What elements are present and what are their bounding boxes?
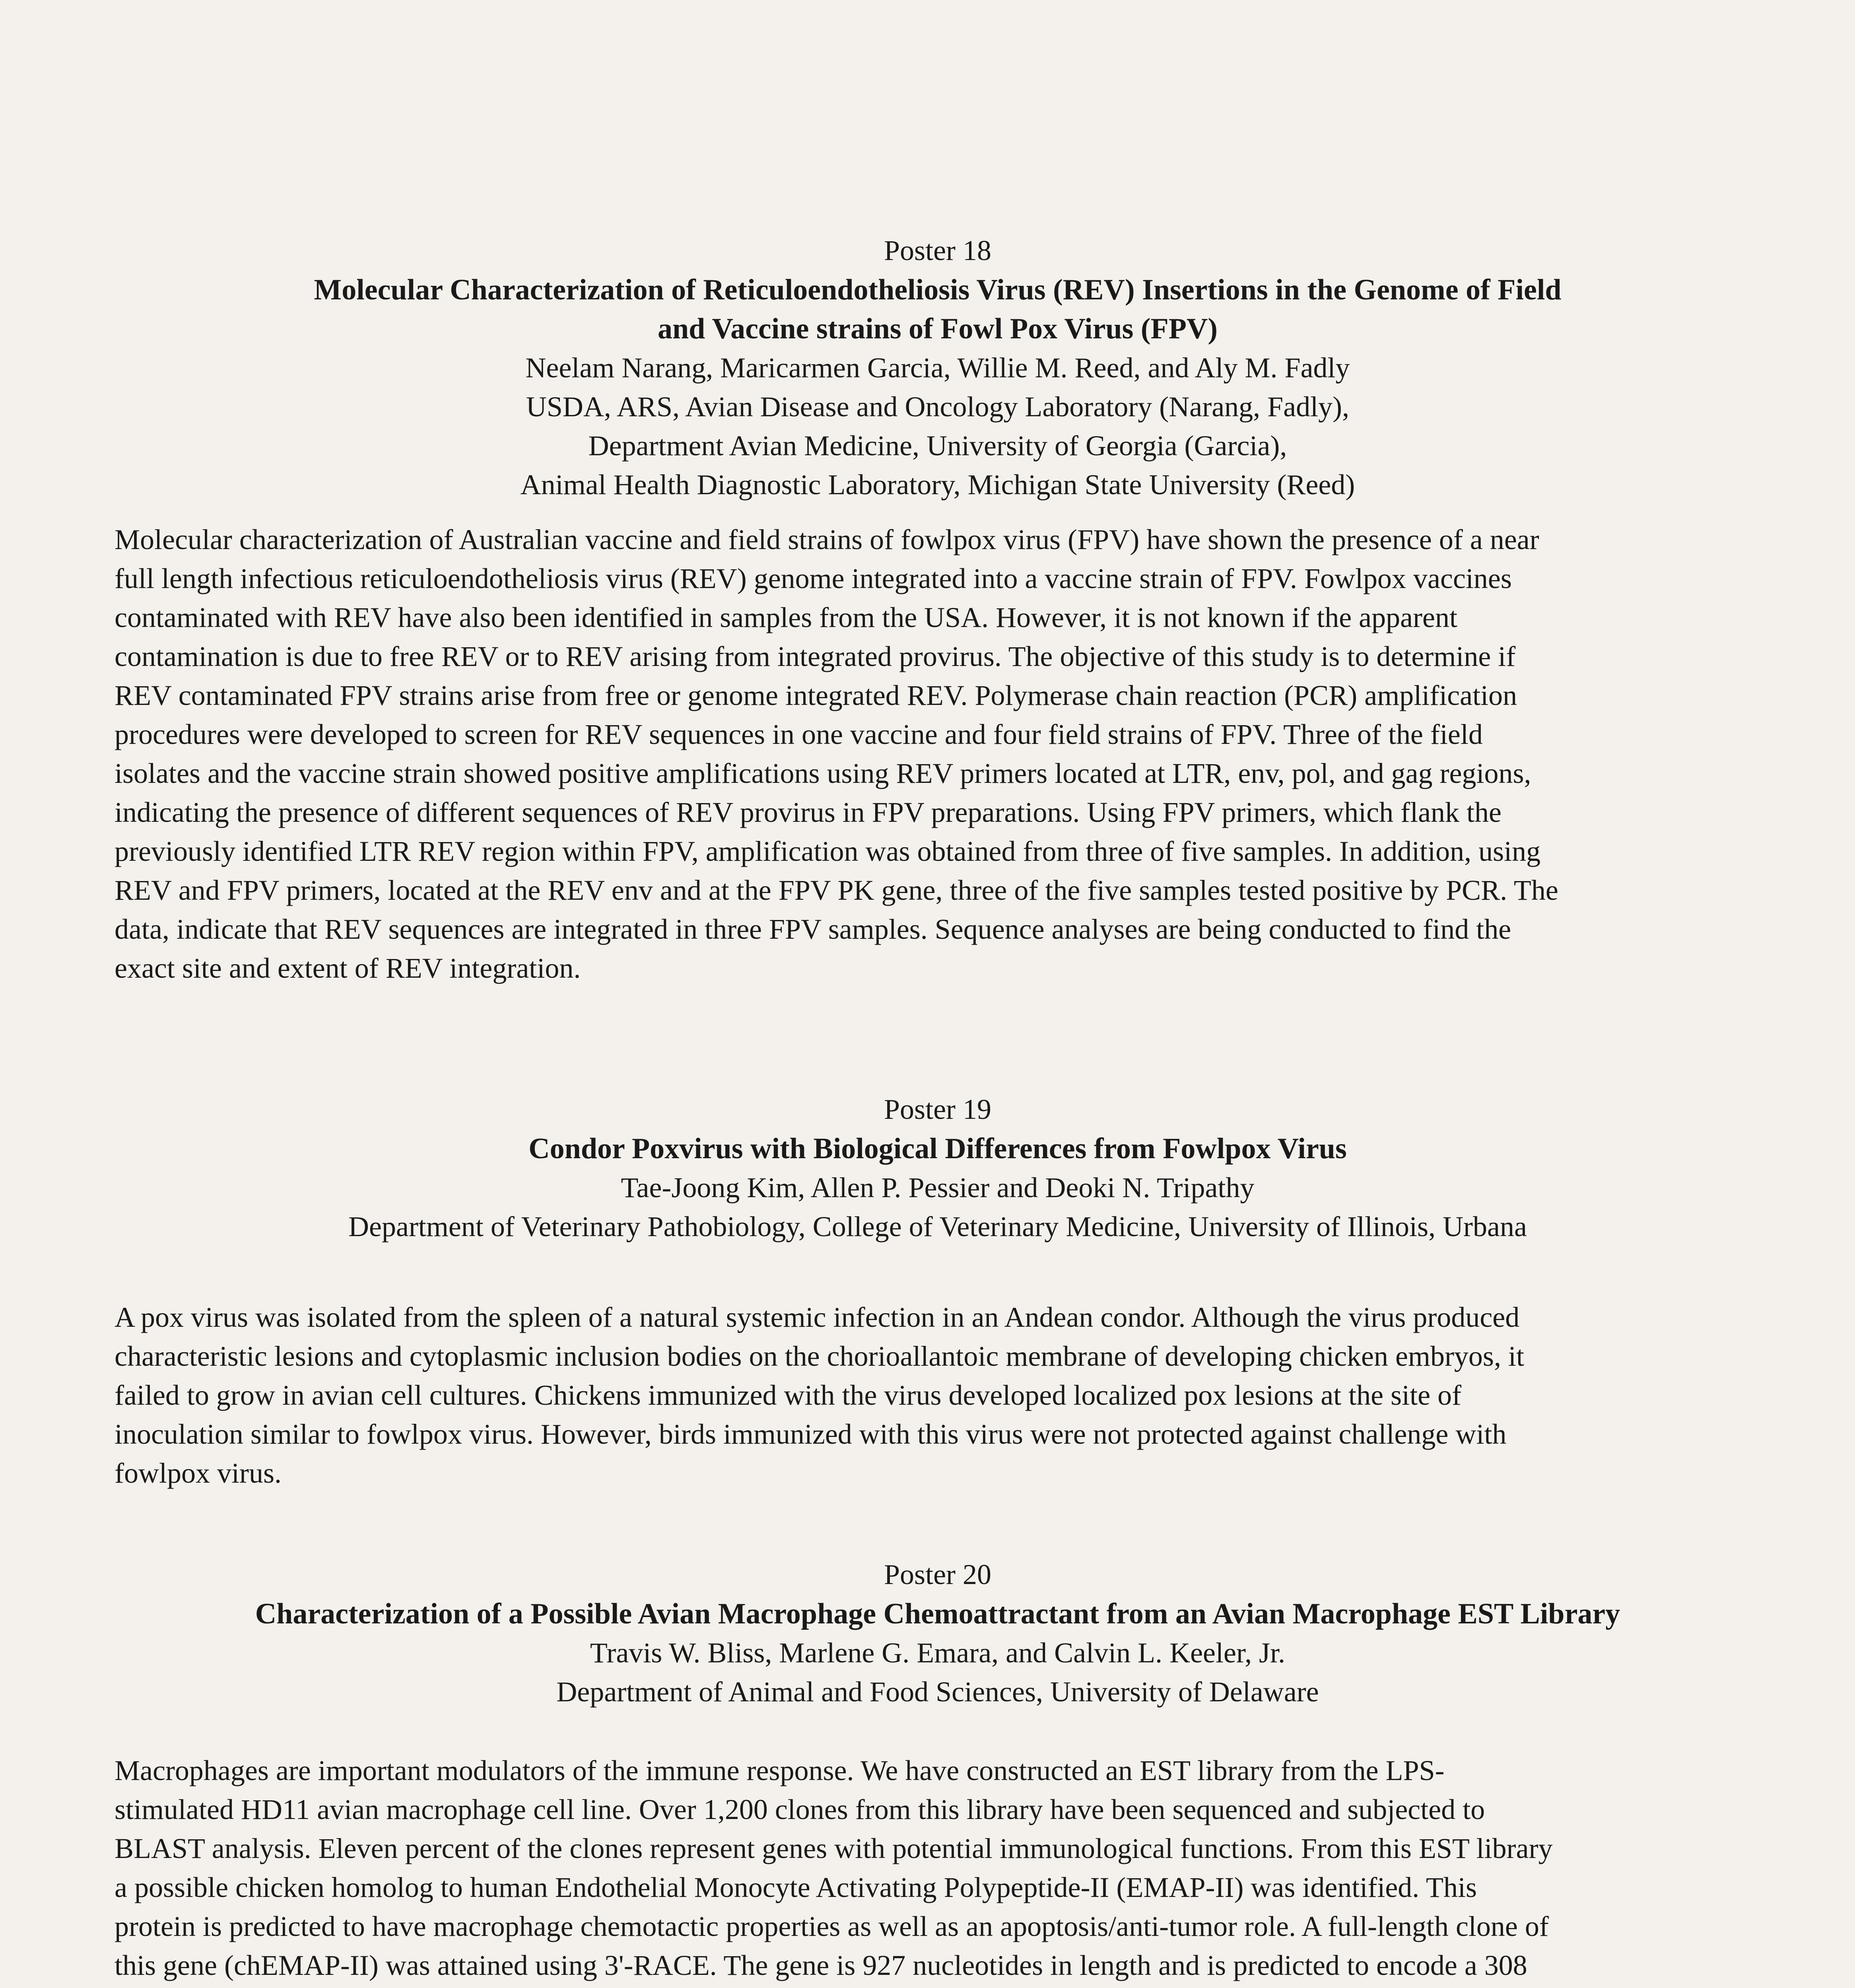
abstract-line: indicating the presence of different sequences of REV provirus in FPV preparations. Using FPV primers, which flank the [115, 796, 1501, 828]
abstract-line: Macrophages are important modulators of the immune response. We have constructed an EST library from the LPS- [115, 1755, 1445, 1786]
abstract-line: exact site and extent of REV integration. [115, 952, 581, 984]
poster-abstract [115, 1298, 1761, 1493]
abstract-line: previously identified LTR REV region within FPV, amplification was obtained from three of five samples. In addition, using [115, 835, 1541, 867]
poster-18 [115, 231, 1761, 988]
abstract-line: this gene (chEMAP-II) was attained using 3'-RACE. The gene is 927 nucleotides in length and is predicted to encode a 308 [115, 1949, 1527, 1981]
abstract-line: inoculation similar to fowlpox virus. However, birds immunized with this virus were not protected against challenge with [115, 1418, 1507, 1450]
poster-authors: Tae-Joong Kim, Allen P. Pessier and Deoki N. Tripathy [621, 1172, 1255, 1204]
poster-label: Poster 20 [884, 1559, 991, 1590]
poster-title-line: Condor Poxvirus with Biological Differences from Fowlpox Virus [528, 1132, 1347, 1165]
abstract-line: protein is predicted to have macrophage chemotactic properties as well as an apoptosis/anti-tumor role. A full-length clone of [115, 1910, 1549, 1942]
poster-affiliation: Department of Veterinary Pathobiology, College of Veterinary Medicine, University of Illinois, Urbana [348, 1211, 1527, 1242]
poster-abstract [115, 1751, 1761, 1988]
abstract-line: isolates and the vaccine strain showed positive amplifications using REV primers located at LTR, env, pol, and gag regions, [115, 757, 1531, 789]
poster-20 [115, 1555, 1761, 1988]
poster-label: Poster 19 [884, 1093, 991, 1125]
abstract-line: characteristic lesions and cytoplasmic inclusion bodies on the chorioallantoic membrane of developing chicken embryos, it [115, 1340, 1524, 1372]
poster-label: Poster 18 [884, 235, 991, 266]
poster-abstract [115, 520, 1761, 988]
abstract-line [115, 1985, 1761, 1988]
abstract-line: a possible chicken homolog to human Endothelial Monocyte Activating Polypeptide-II (EMAP-II) was identified. This [115, 1872, 1477, 1903]
poster-affiliation: Animal Health Diagnostic Laboratory, Michigan State University (Reed) [520, 469, 1355, 501]
abstract-line: contamination is due to free REV or to REV arising from integrated provirus. The objective of this study is to determine if [115, 641, 1516, 672]
abstract-line: full length infectious reticuloendotheliosis virus (REV) genome integrated into a vaccine strain of FPV. Fowlpox vaccines [115, 563, 1512, 594]
abstract-line: fowlpox virus. [115, 1457, 282, 1489]
abstract-line: data, indicate that REV sequences are integrated in three FPV samples. Sequence analyses are being conducted to find the [115, 913, 1511, 945]
poster-affiliation: USDA, ARS, Avian Disease and Oncology Laboratory (Narang, Fadly), [526, 391, 1350, 423]
abstract-line: procedures were developed to screen for REV sequences in one vaccine and four field strains of FPV. Three of the field [115, 718, 1483, 750]
poster-title-line: Characterization of a Possible Avian Macrophage Chemoattractant from an Avian Macrophage EST Library [255, 1598, 1620, 1630]
abstract-line: A pox virus was isolated from the spleen of a natural systemic infection in an Andean condor. Although the virus produced [115, 1301, 1520, 1333]
abstract-line: REV and FPV primers, located at the REV env and at the FPV PK gene, three of the five samples tested positive by PCR. The [115, 874, 1558, 906]
abstract-line: contaminated with REV have also been identified in samples from the USA. However, it is not known if the apparent [115, 602, 1458, 633]
poster-title-line: Molecular Characterization of Reticuloendotheliosis Virus (REV) Insertions in the Genome of Field [314, 274, 1562, 306]
poster-title-line: and Vaccine strains of Fowl Pox Virus (FPV) [657, 313, 1218, 345]
poster-19 [115, 1089, 1761, 1493]
poster-authors: Neelam Narang, Maricarmen Garcia, Willie M. Reed, and Aly M. Fadly [525, 352, 1350, 384]
abstract-line: Molecular characterization of Australian vaccine and field strains of fowlpox virus (FPV) have shown the presence of a near [115, 524, 1539, 555]
abstract-line: failed to grow in avian cell cultures. Chickens immunized with the virus developed localized pox lesions at the site of [115, 1379, 1462, 1411]
abstract-line: stimulated HD11 avian macrophage cell line. Over 1,200 clones from this library have been sequenced and subjected to [115, 1794, 1485, 1825]
poster-affiliation: Department Avian Medicine, University of Georgia (Garcia), [588, 430, 1287, 462]
abstract-line: REV contaminated FPV strains arise from free or genome integrated REV. Polymerase chain reaction (PCR) amplification [115, 679, 1517, 711]
abstract-line: BLAST analysis. Eleven percent of the clones represent genes with potential immunological functions. From this EST library [115, 1833, 1553, 1864]
poster-affiliation: Department of Animal and Food Sciences, University of Delaware [556, 1676, 1319, 1708]
poster-authors: Travis W. Bliss, Marlene G. Emara, and Calvin L. Keeler, Jr. [590, 1637, 1286, 1669]
